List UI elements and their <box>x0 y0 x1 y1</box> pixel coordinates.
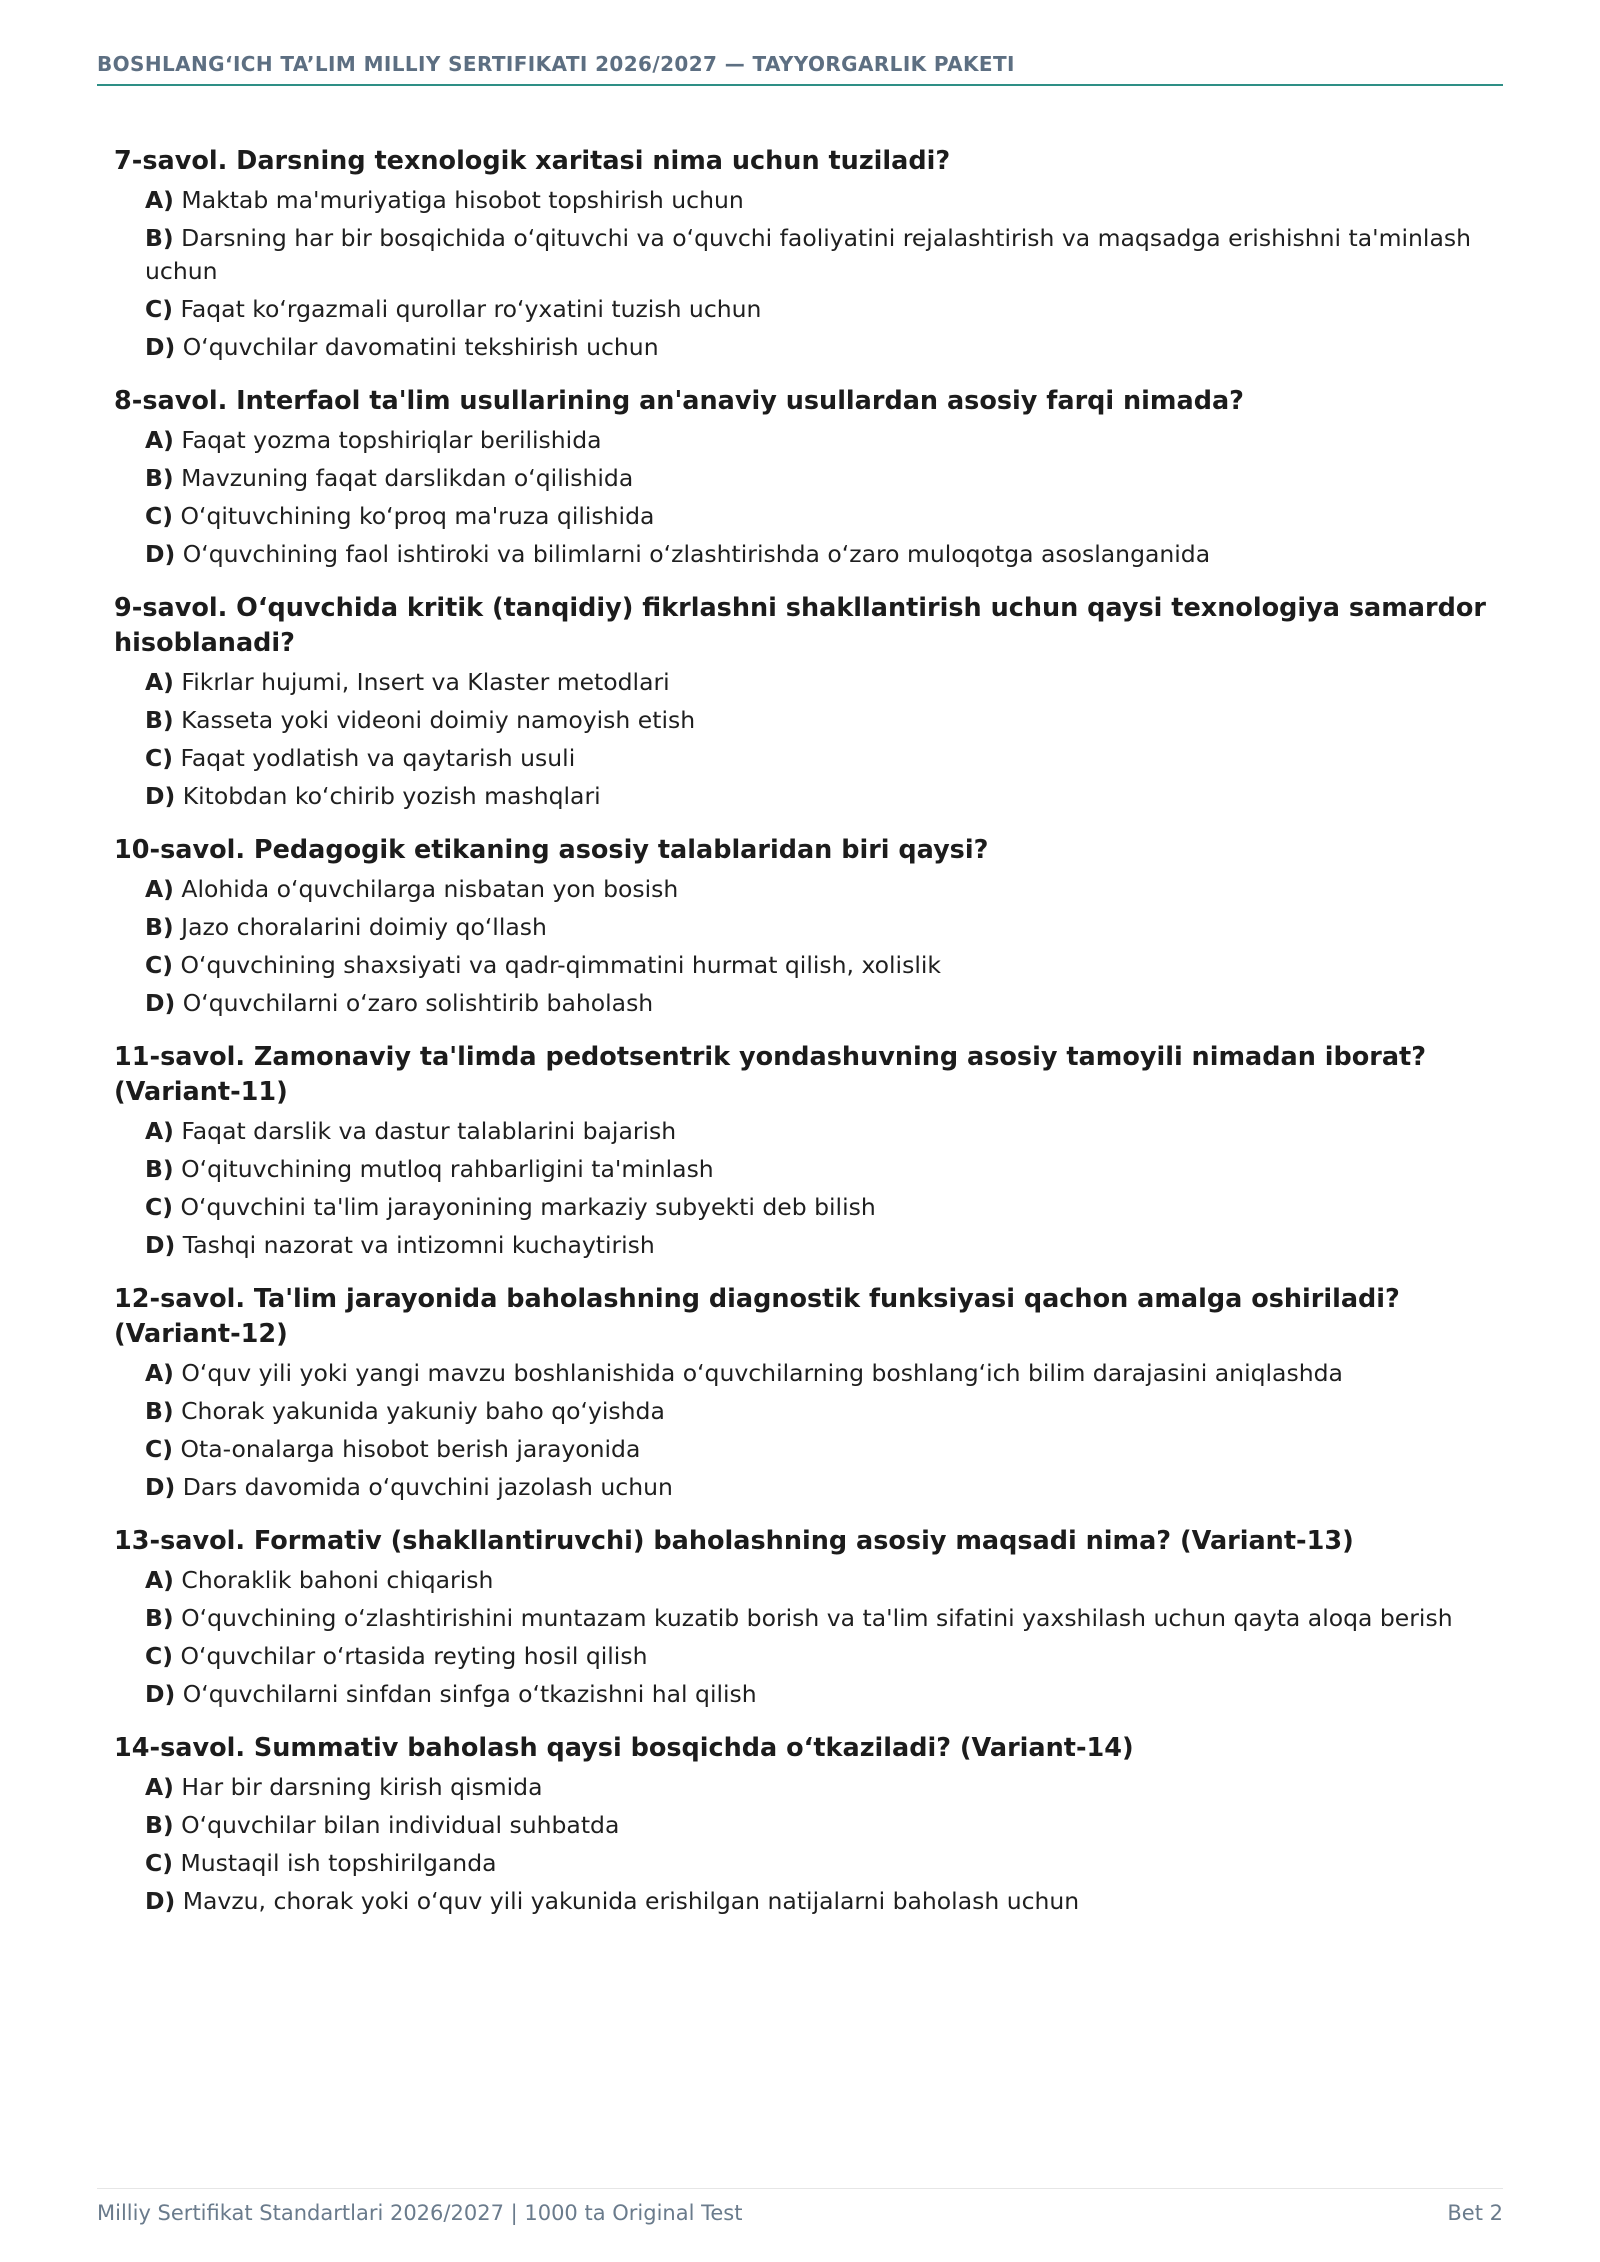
answer-option <box>145 1885 1504 1918</box>
question-block <box>114 833 1504 1020</box>
option-text: O‘quvchilar o‘rtasida reyting hosil qilish <box>180 1642 648 1670</box>
option-letter: B) <box>145 1604 174 1632</box>
header-title: BOSHLANG‘ICH TA’LIM MILLIY SERTIFIKATI 2026/2027 — TAYYORGARLIK PAKETI <box>97 52 1015 76</box>
answer-option <box>145 1395 1504 1428</box>
answer-option <box>145 500 1504 533</box>
option-text: O‘quvchining o‘zlashtirishini muntazam kuzatib borish va ta'lim sifatini yaxshilash uchun qayta aloqa berish <box>181 1604 1453 1632</box>
option-letter: A) <box>145 875 174 903</box>
option-text: Chorak yakunida yakuniy baho qo‘yishda <box>181 1397 665 1425</box>
question-title: 11-savol. Zamonaviy ta'limda pedotsentrik yondashuvning asosiy tamoyili nimadan iborat? (Variant-11) <box>114 1042 1427 1107</box>
option-letter: A) <box>145 1566 174 1594</box>
question-title: 8-savol. Interfaol ta'lim usullarining an'anaviy usullardan asosiy farqi nimada? <box>114 386 1244 416</box>
option-letter: D) <box>145 989 176 1017</box>
answer-option <box>145 666 1504 699</box>
answer-option <box>145 987 1504 1020</box>
question-list <box>114 144 1504 1938</box>
option-text: O‘quv yili yoki yangi mavzu boshlanishida o‘quvchilarning boshlang‘ich bilim darajasini aniqlashda <box>181 1359 1343 1387</box>
page-header <box>97 52 1503 86</box>
option-text: Har bir darsning kirish qismida <box>181 1773 543 1801</box>
option-letter: C) <box>145 502 173 530</box>
option-text: Kitobdan ko‘chirib yozish mashqlari <box>182 782 601 810</box>
answer-option <box>145 331 1504 364</box>
option-letter: B) <box>145 224 174 252</box>
option-text: Faqat darslik va dastur talablarini bajarish <box>181 1117 677 1145</box>
option-text: O‘quvchilar davomatini tekshirish uchun <box>182 333 659 361</box>
answer-option <box>145 222 1504 288</box>
answer-option <box>145 1809 1504 1842</box>
option-letter: D) <box>145 1473 176 1501</box>
option-letter: B) <box>145 1811 174 1839</box>
answer-option <box>145 1115 1504 1148</box>
option-letter: D) <box>145 540 176 568</box>
option-text: Mavzuning faqat darslikdan o‘qilishida <box>181 464 634 492</box>
option-text: O‘quvchining shaxsiyati va qadr-qimmatini hurmat qilish, xolislik <box>180 951 941 979</box>
question-block <box>114 1731 1504 1918</box>
option-text: O‘qituvchining ko‘proq ma'ruza qilishida <box>180 502 655 530</box>
answer-option <box>145 1771 1504 1804</box>
option-text: O‘quvchini ta'lim jarayonining markaziy subyekti deb bilish <box>180 1193 876 1221</box>
option-letter: C) <box>145 744 173 772</box>
answer-option <box>145 1433 1504 1466</box>
footer-left-text: Milliy Sertifikat Standartlari 2026/2027 | 1000 ta Original Test <box>97 2201 743 2225</box>
question-title: 14-savol. Summativ baholash qaysi bosqichda o‘tkaziladi? (Variant-14) <box>114 1733 1134 1763</box>
answer-option <box>145 538 1504 571</box>
option-letter: A) <box>145 426 174 454</box>
answer-option <box>145 1847 1504 1880</box>
answer-option <box>145 949 1504 982</box>
answer-option <box>145 462 1504 495</box>
option-letter: D) <box>145 782 176 810</box>
question-block <box>114 1040 1504 1262</box>
page-number: Bet 2 <box>1447 2201 1503 2225</box>
option-text: O‘quvchilar bilan individual suhbatda <box>181 1811 620 1839</box>
answer-option <box>145 1153 1504 1186</box>
option-letter: C) <box>145 951 173 979</box>
option-text: O‘quvchilarni sinfdan sinfga o‘tkazishni hal qilish <box>182 1680 757 1708</box>
option-letter: B) <box>145 464 174 492</box>
answer-option <box>145 1602 1504 1635</box>
option-letter: D) <box>145 1680 176 1708</box>
question-block <box>114 1524 1504 1711</box>
option-text: O‘quvchining faol ishtiroki va bilimlarni o‘zlashtirishda o‘zaro muloqotga asoslanganida <box>182 540 1211 568</box>
option-letter: A) <box>145 1359 174 1387</box>
question-block <box>114 384 1504 571</box>
answer-option <box>145 1678 1504 1711</box>
option-letter: D) <box>145 1231 176 1259</box>
option-text: Jazo choralarini doimiy qo‘llash <box>181 913 547 941</box>
option-text: O‘quvchilarni o‘zaro solishtirib baholash <box>182 989 654 1017</box>
option-letter: B) <box>145 1155 174 1183</box>
option-text: Choraklik bahoni chiqarish <box>181 1566 494 1594</box>
option-text: Mustaqil ish topshirilganda <box>180 1849 497 1877</box>
page-footer <box>97 2188 1503 2225</box>
answer-option <box>145 184 1504 217</box>
option-letter: A) <box>145 186 174 214</box>
option-text: Dars davomida o‘quvchini jazolash uchun <box>182 1473 673 1501</box>
option-letter: B) <box>145 1397 174 1425</box>
option-letter: D) <box>145 333 176 361</box>
question-title: 10-savol. Pedagogik etikaning asosiy talablaridan biri qaysi? <box>114 835 989 865</box>
option-text: Faqat ko‘rgazmali qurollar ro‘yxatini tuzish uchun <box>180 295 762 323</box>
answer-option <box>145 1471 1504 1504</box>
option-letter: B) <box>145 913 174 941</box>
option-letter: A) <box>145 1117 174 1145</box>
answer-option <box>145 873 1504 906</box>
option-text: O‘qituvchining mutloq rahbarligini ta'minlash <box>181 1155 714 1183</box>
answer-option <box>145 1357 1504 1390</box>
answer-option <box>145 742 1504 775</box>
question-title: 7-savol. Darsning texnologik xaritasi nima uchun tuziladi? <box>114 146 951 176</box>
option-text: Kasseta yoki videoni doimiy namoyish etish <box>181 706 696 734</box>
option-letter: C) <box>145 295 173 323</box>
question-title: 9-savol. O‘quvchida kritik (tanqidiy) fikrlashni shakllantirish uchun qaysi texnologiya samardor hisoblanadi? <box>114 593 1486 658</box>
question-title: 12-savol. Ta'lim jarayonida baholashning diagnostik funksiyasi qachon amalga oshiriladi? (Variant-12) <box>114 1284 1400 1349</box>
option-text: Fikrlar hujumi, Insert va Klaster metodlari <box>181 668 670 696</box>
answer-option <box>145 1229 1504 1262</box>
answer-option <box>145 780 1504 813</box>
answer-option <box>145 1564 1504 1597</box>
answer-option <box>145 911 1504 944</box>
option-text: Mavzu, chorak yoki o‘quv yili yakunida erishilgan natijalarni baholash uchun <box>182 1887 1080 1915</box>
answer-option <box>145 293 1504 326</box>
option-text: Alohida o‘quvchilarga nisbatan yon bosish <box>181 875 679 903</box>
answer-option <box>145 1191 1504 1224</box>
option-text: Tashqi nazorat va intizomni kuchaytirish <box>182 1231 655 1259</box>
option-letter: A) <box>145 1773 174 1801</box>
option-letter: C) <box>145 1193 173 1221</box>
question-block <box>114 591 1504 813</box>
option-letter: A) <box>145 668 174 696</box>
option-letter: C) <box>145 1435 173 1463</box>
option-letter: C) <box>145 1849 173 1877</box>
question-title: 13-savol. Formativ (shakllantiruvchi) baholashning asosiy maqsadi nima? (Variant-13) <box>114 1526 1354 1556</box>
answer-option <box>145 1640 1504 1673</box>
question-block <box>114 1282 1504 1504</box>
option-text: Ota-onalarga hisobot berish jarayonida <box>180 1435 641 1463</box>
question-block <box>114 144 1504 364</box>
option-text: Darsning har bir bosqichida o‘qituvchi va o‘quvchi faoliyatini rejalashtirish va maqsadga erishishni ta'minlash uchun <box>145 224 1471 285</box>
option-letter: C) <box>145 1642 173 1670</box>
option-text: Faqat yozma topshiriqlar berilishida <box>181 426 602 454</box>
option-text: Faqat yodlatish va qaytarish usuli <box>180 744 576 772</box>
answer-option <box>145 704 1504 737</box>
option-letter: B) <box>145 706 174 734</box>
option-letter: D) <box>145 1887 176 1915</box>
answer-option <box>145 424 1504 457</box>
option-text: Maktab ma'muriyatiga hisobot topshirish uchun <box>181 186 744 214</box>
